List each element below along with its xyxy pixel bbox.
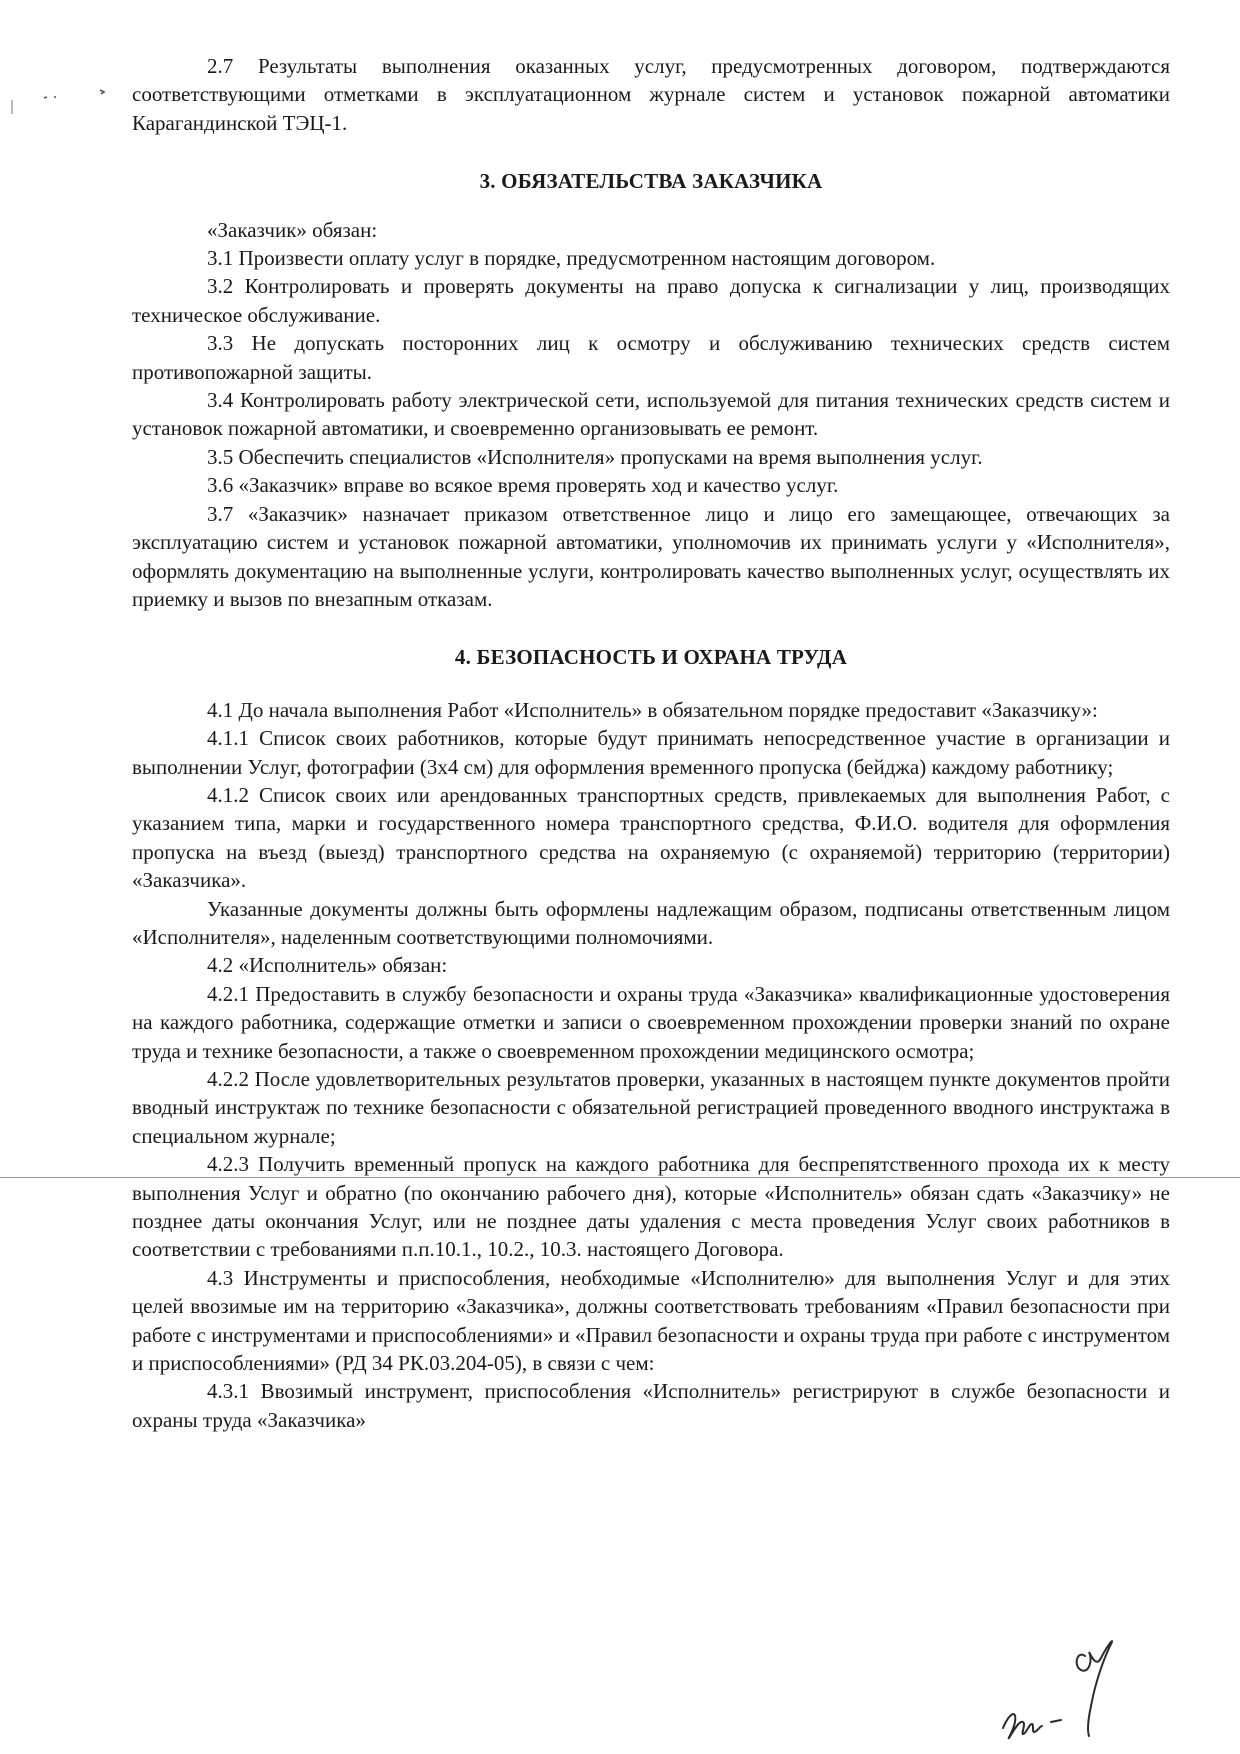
handwritten-signature [985,1610,1185,1750]
clause-3-6: 3.6 «Заказчик» вправе во всякое время проверять ход и качество услуг. [207,473,839,498]
clause-3-2: 3.2 Контролировать и проверять документы на право допуска к сигнализации у лиц, производящих техническое обслуживание. [132,274,1170,327]
clause-4-1-1: 4.1.1 Список своих работников, которые будут принимать непосредственное участие в организации и выполнении Услуг, фотографии (3х4 см) для оформления временного пропуска (бейджа) каждому работнику; [132,726,1170,779]
clause-4-2-2: 4.2.2 После удовлетворительных результатов проверки, указанных в настоящем пункте документов пройти вводный инструктаж по технике безопасности с обязательной регистрацией проведенного вводного инструктажа в специальном журнале; [132,1067,1170,1148]
section-4-heading: 4. БЕЗОПАСНОСТЬ И ОХРАНА ТРУДА [454,645,848,670]
section-3-lead: «Заказчик» обязан: [207,217,378,242]
clause-3-3: 3.3 Не допускать посторонних лиц к осмотру и обслуживанию технических средств систем противопожарной защиты. [132,331,1170,384]
clause-4-2-3: 4.2.3 Получить временный пропуск на каждого работника для беспрепятственного прохода их к месту выполнения Услуг и обратно (по окончанию рабочего дня), которые «Исполнитель» обязан сдать «Заказчику» не позднее даты окончания Услуг, или не позднее даты удаления с места проведения Услуг своих работников в соответствии с требованиями п.п.10.1., 10.2., 10.3. настоящего Договора. [132,1152,1170,1262]
clause-4-2: 4.2 «Исполнитель» обязан: [207,953,448,978]
clause-3-7: 3.7 «Заказчик» назначает приказом ответственное лицо и лицо его замещающее, отвечающих за эксплуатацию систем и установок пожарной автоматики, уполномочив их принимать услуги у «Исполнителя», оформлять документацию на выполненные услуги, контролировать качество выполненных услуг, осуществлять их приемку и вызов по внезапным отказам. [132,501,1170,611]
documents-note: Указанные документы должны быть оформлены надлежащим образом, подписаны ответственным лицом «Исполнителя», наделенным соответствующими полномочиями. [132,896,1170,949]
clause-2-7: 2.7 Результаты выполнения оказанных услуг, предусмотренных договором, подтверждаются соответствующими отметками в эксплуатационном журнале систем и установок пожарной автоматики Карагандинской ТЭЦ-1. [132,54,1170,135]
section-3-heading: 3. ОБЯЗАТЕЛЬСТВА ЗАКАЗЧИКА [479,169,823,194]
clause-3-1: 3.1 Произвести оплату услуг в порядке, предусмотренном настоящим договором. [207,246,936,271]
clause-3-4: 3.4 Контролировать работу электрической сети, используемой для питания технических средств систем и установок пожарной автоматики, и своевременно организовывать ее ремонт. [132,388,1170,441]
clause-4-3: 4.3 Инструменты и приспособления, необходимые «Исполнителю» для выполнения Услуг и для этих целей ввозимые им на территорию «Заказчика», должны соответствовать требованиям «Правил безопасности при работе с инструментами и приспособлениями» и «Правил безопасности и охраны труда при работе с инструментом и приспособлениями» (РД 34 РК.03.204-05), в связи с чем: [132,1265,1170,1376]
document-body [132,52,1170,1434]
scan-margin-marks [4,70,114,140]
clause-3-5: 3.5 Обеспечить специалистов «Исполнителя» пропусками на время выполнения услуг. [207,444,983,469]
clause-4-1-2: 4.1.2 Список своих или арендованных транспортных средств, привлекаемых для выполнения Работ, с указанием типа, марки и государственного номера транспортного средства, Ф.И.О. водителя для оформления пропуска на въезд (выезд) транспортного средства на охраняемую (с охраняемой) территорию (территории) «Заказчика». [132,782,1170,893]
clause-4-1: 4.1 До начала выполнения Работ «Исполнитель» в обязательном порядке предоставит «Заказчику»: [207,697,1098,722]
clause-4-2-1: 4.2.1 Предоставить в службу безопасности и охраны труда «Заказчика» квалификационные удостоверения на каждого работника, содержащие отметки и записи о своевременном прохождении проверки знаний по охране труда и технике безопасности, а также о своевременном прохождении медицинского осмотра; [132,981,1170,1063]
clause-4-3-1: 4.3.1 Ввозимый инструмент, приспособления «Исполнитель» регистрируют в службе безопасности и охраны труда «Заказчика» [132,1379,1170,1432]
scan-fold-line [0,1177,1240,1178]
